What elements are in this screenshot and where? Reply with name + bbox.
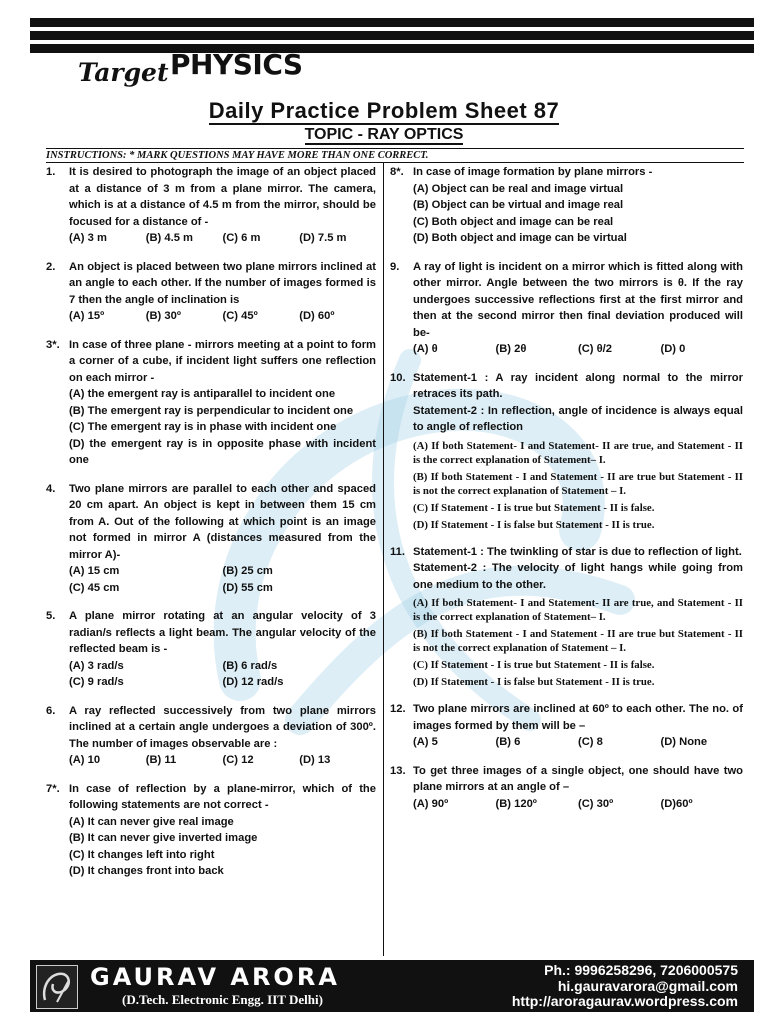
question-body (413, 701, 743, 751)
question-body (69, 703, 376, 769)
answer-option: (B) 4.5 m (145, 232, 193, 244)
answer-option: (A) 10 (69, 754, 101, 766)
question-number: 1. (46, 166, 56, 178)
question-text: In case of three plane - mirrors meeting at a point to form a corner of a cube, if incident light suffers one reflection on each mirror - (69, 338, 376, 384)
answer-option: (C) Both object and image can be real (413, 215, 614, 228)
question-item (46, 164, 376, 247)
question-number: 10. (390, 371, 406, 384)
question-text: To get three images of a single object, one should have two plane mirrors at an angle of – (413, 764, 743, 793)
statement-2-text: Statement-2 : In reflection, angle of incidence is always equal to angle of reflection (413, 404, 743, 433)
answer-option: (B) It can never give inverted image (69, 832, 258, 844)
answer-options (413, 734, 743, 751)
answer-option: (D) If Statement - I is false but Statement - II is true. (413, 518, 655, 531)
question-body (413, 370, 743, 532)
question-number: 12. (390, 703, 406, 715)
answer-option: (C) The emergent ray is in phase with incident one (69, 421, 337, 433)
answer-options (69, 386, 376, 469)
answer-option: (C) It changes left into right (69, 848, 215, 861)
question-body (69, 608, 376, 691)
question-text: It is desired to photograph the image of an object placed at a distance of 3 m from a plane mirror. The camera, which is at a distance of 4.5 m from the mirror, should be focused for a distance of - (69, 166, 376, 228)
question-number: 7*. (46, 782, 60, 795)
answer-option: (C) θ/2 (578, 343, 613, 355)
question-text: A plane mirror rotating at an angular velocity of 3 radian/s reflects a light beam. The angular velocity of the reflected beam is - (69, 610, 376, 655)
answer-option: (C) If Statement - I is true but Statement - II is false. (413, 659, 655, 671)
answer-option: (A) 15 cm (69, 565, 120, 577)
author-degree: (D.Tech. Electronic Engg. IIT Delhi) (122, 992, 323, 1007)
answer-option: (C) 9 rad/s (69, 676, 124, 688)
question-body (69, 164, 376, 247)
question-item (390, 370, 743, 532)
brand-physics: PHYSICS (170, 48, 303, 81)
answer-option: (D) 0 (660, 343, 686, 355)
answer-option: (C) 8 (578, 736, 603, 748)
question-number: 13. (390, 764, 406, 777)
answer-option: (B) 6 (495, 736, 521, 748)
brand-target: Target (78, 58, 169, 87)
answer-option: (D) 12 rad/s (222, 676, 284, 688)
answer-options (413, 341, 743, 358)
answer-option: (C) 45 cm (69, 581, 120, 594)
question-item (46, 703, 376, 769)
answer-options (69, 230, 376, 247)
question-number: 4. (46, 482, 56, 495)
question-body (413, 544, 743, 690)
header-stripe-2 (30, 31, 754, 40)
question-body (69, 781, 376, 880)
question-text: Two plane mirrors are inclined at 60º to each other. The no. of images formed by them will be – (413, 703, 743, 732)
contact-block (512, 963, 738, 1010)
answer-option: (B) 11 (145, 754, 177, 766)
answer-option: (A) 90º (413, 797, 449, 810)
question-number: 11. (390, 545, 405, 558)
question-body (413, 259, 743, 358)
question-body (413, 164, 743, 247)
answer-options (413, 796, 743, 813)
answer-option: (D) 13 (299, 754, 331, 766)
question-item (46, 337, 376, 469)
answer-option: (C) 45º (222, 310, 258, 322)
sheet-topic: TOPIC - RAY OPTICS (304, 126, 464, 143)
question-item (390, 259, 743, 358)
question-item (46, 481, 376, 597)
question-number: 9. (390, 260, 400, 273)
question-number: 8*. (390, 166, 404, 178)
answer-option: (B) 25 cm (222, 565, 273, 577)
answer-option: (A) θ (413, 343, 438, 355)
question-number: 2. (46, 260, 56, 273)
question-body (69, 337, 376, 469)
email-text: hi.gauravarora@gmail.com (557, 977, 738, 994)
question-number: 5. (46, 610, 56, 622)
answer-options (69, 563, 376, 596)
answer-option: (D) 55 cm (222, 581, 273, 594)
question-text: Two plane mirrors are parallel to each other and spaced 20 cm apart. An object is kept in between them 15 cm from A. Out of the following at which point is an image not formed in mirror A (distances measured from the mirror A)- (69, 482, 376, 561)
answer-option: (A) Object can be real and image virtual (413, 182, 624, 195)
instructions: INSTRUCTIONS: * MARK QUESTIONS MAY HAVE MORE THAN ONE CORRECT. (46, 148, 744, 163)
website-text: http://aroragaurav.wordpress.com (511, 993, 738, 1009)
question-item (390, 701, 743, 751)
answer-option: (A) If both Statement- I and Statement- II are true, and Statement - II is the correct explanation of Statement– I. (413, 597, 743, 623)
answer-option: (B) 120º (495, 797, 537, 810)
answer-options (69, 308, 376, 325)
answer-option: (C) If Statement - I is true but Statement - II is false. (413, 501, 655, 514)
header-stripe-1 (30, 18, 754, 27)
author-logo-icon (36, 965, 78, 1009)
left-column (46, 164, 376, 892)
answer-option: (B) If both Statement - I and Statement - II are true but Statement - II is not the correct explanation of Statement – I. (413, 628, 743, 654)
answer-option: (C) 30º (578, 797, 614, 810)
answer-option: (D) 7.5 m (299, 232, 347, 244)
answer-option: (D) Both object and image can be virtual (413, 232, 627, 244)
sheet-title: Daily Practice Problem Sheet 87 (208, 98, 560, 123)
question-item (390, 763, 743, 813)
answer-option: (B) 6 rad/s (222, 659, 278, 672)
column-divider (383, 163, 384, 956)
question-text: In case of image formation by plane mirrors - (413, 166, 653, 178)
phone-text: Ph.: 9996258296, 7206000575 (544, 962, 738, 978)
answer-options (69, 814, 376, 880)
answer-option: (B) Object can be virtual and image real (413, 199, 624, 211)
question-item (46, 608, 376, 691)
footer-banner (30, 960, 754, 1012)
answer-option: (A) 3 rad/s (69, 659, 124, 672)
question-number: 6. (46, 704, 56, 717)
answer-option: (B) If both Statement - I and Statement - II are true but Statement - II is not the correct explanation of Statement – I. (413, 470, 743, 497)
question-text: An object is placed between two plane mirrors inclined at an angle to each other. If the number of images formed is 7 then the angle of inclination is (69, 260, 376, 306)
answer-option: (A) It can never give real image (69, 815, 234, 828)
answer-option: (D) 60º (299, 310, 335, 322)
question-item (46, 259, 376, 325)
answer-option: (D) the emergent ray is in opposite phase with incident one (69, 437, 376, 466)
question-body (413, 763, 743, 813)
question-item (390, 544, 743, 690)
answer-option: (A) 5 (413, 736, 438, 748)
answer-option: (D) None (660, 736, 708, 748)
question-number: 3*. (46, 338, 60, 351)
answer-options (69, 752, 376, 769)
question-text: In case of reflection by a plane-mirror, which of the following statements are not correct - (69, 782, 376, 811)
answer-option: (B) 2θ (495, 343, 527, 355)
answer-option: (D) If Statement - I is false but Statement - II is true. (413, 676, 655, 688)
question-item (46, 781, 376, 880)
author-name: GAURAV ARORA (90, 963, 340, 991)
answer-option: (A) 3 m (69, 232, 107, 244)
question-body (69, 481, 376, 597)
question-text: Statement-1 : A ray incident along normal to the mirror retraces its path. (413, 371, 743, 400)
answer-option: (B) The emergent ray is perpendicular to incident one (69, 404, 354, 417)
answer-option: (C) 12 (222, 754, 254, 766)
answer-option: (A) the emergent ray is antiparallel to incident one (69, 388, 336, 400)
answer-options (413, 181, 743, 247)
answer-option: (B) 30º (145, 310, 181, 322)
answer-option: (A) 15º (69, 310, 105, 322)
answer-option: (C) 6 m (222, 232, 261, 244)
question-body (69, 259, 376, 325)
answer-option: (D)60º (660, 797, 693, 810)
statement-2-text: Statement-2 : The velocity of light hangs while going from one medium to the other. (413, 562, 743, 591)
question-text: Statement-1 : The twinkling of star is due to reflection of light. (413, 545, 742, 558)
question-text: A ray reflected successively from two plane mirrors inclined at a certain angle undergoes a deviation of 300º. The number of images observable are : (69, 704, 376, 750)
answer-option: (A) If both Statement- I and Statement- II are true, and Statement - II is the correct explanation of Statement– I. (413, 439, 743, 466)
question-text: A ray of light is incident on a mirror which is fitted along with other mirror. Angle between the two mirrors is θ. If the ray undergoes successive reflections first at the first mirror and then at the second mirror then final deviation produced will be- (413, 260, 743, 339)
answer-option: (D) It changes front into back (69, 865, 224, 877)
right-column (390, 164, 743, 824)
answer-options (69, 658, 376, 691)
question-item (390, 164, 743, 247)
brand-logo (78, 44, 303, 104)
